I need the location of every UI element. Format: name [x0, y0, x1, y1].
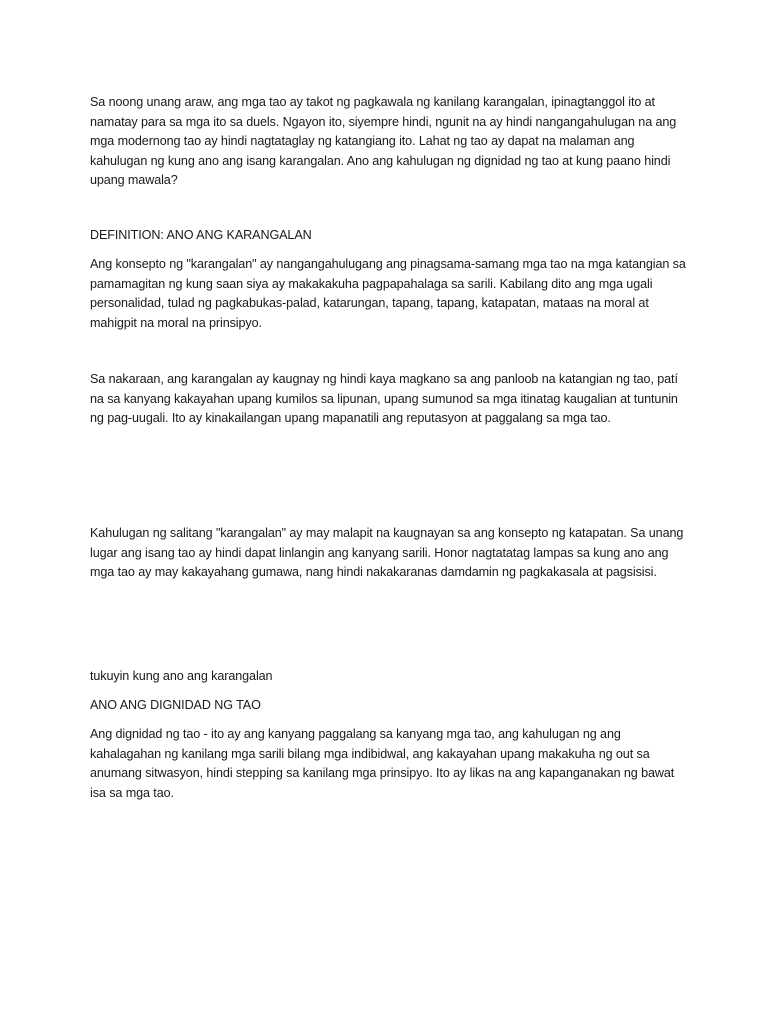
define-honor-line: tukuyin kung ano ang karangalan	[90, 669, 273, 683]
past-honor-paragraph: Sa nakaraan, ang karangalan ay kaugnay ng hindi kaya magkano sa ang panloob na katangian ng tao, patí na sa kanyang kakayahan upang kumilos sa lipunan, upang sumunod sa mga itinatag kaugalian at tuntunin ng pag-uugali. Ito ay kinakailangan upang mapanatili ang reputasyon at paggalang sa mga tao.	[90, 372, 678, 425]
dignity-paragraph: Ang dignidad ng tao - ito ay ang kanyang paggalang sa kanyang mga tao, ang kahulugan ng ang kahalagahan ng kanilang mga sarili bilang mga indibidwal, ang kakayahan upang makakuha ng out sa anumang sitwasyon, hindi stepping sa kanilang mga prinsipyo. Ito ay likas na ang kapanganakan ng bawat isa sa mga tao.	[90, 727, 675, 800]
intro-paragraph: Sa noong unang araw, ang mga tao ay takot ng pagkawala ng kanilang karangalan, ipinagtanggol ito at namatay para sa mga ito sa duels. Ngayon ito, siyempre hindi, ngunit na ay hindi nangangahulugan na ang mga modernong tao ay hindi nagtataglay ng katangiang ito. Lahat ng tao ay dapat na malaman ang kahulugan ng kung ano ang isang karangalan. Ano ang kahulugan ng dignidad ng tao at kung paano hindi upang mawala?	[90, 95, 677, 187]
section-heading-dignity: ANO ANG DIGNIDAD NG TAO	[90, 698, 261, 712]
definition-paragraph: Ang konsepto ng "karangalan" ay nangangahulugang ang pinagsama-samang mga tao na mga katangian sa pamamagitan ng kung saan siya ay makakakuha pagpapahalaga sa sarili. Kabilang dito ang mga ugali personalidad, tulad ng pagkabukas-palad, katarungan, tapang, tapang, katapatan, mataas na moral at mahigpit na moral na prinsipyo.	[90, 257, 686, 330]
honesty-paragraph: Kahulugan ng salitang "karangalan" ay may malapit na kaugnayan sa ang konsepto ng katapatan. Sa unang lugar ang isang tao ay hindi dapat linlangin ang kanyang sarili. Honor nagtatatag lampas sa kung ano ang mga tao ay may kakayahang gumawa, nang hindi nakakaranas damdamin ng pagkakasala at pagsisisi.	[90, 526, 684, 579]
section-heading-definition: DEFINITION: ANO ANG KARANGALAN	[90, 228, 312, 242]
